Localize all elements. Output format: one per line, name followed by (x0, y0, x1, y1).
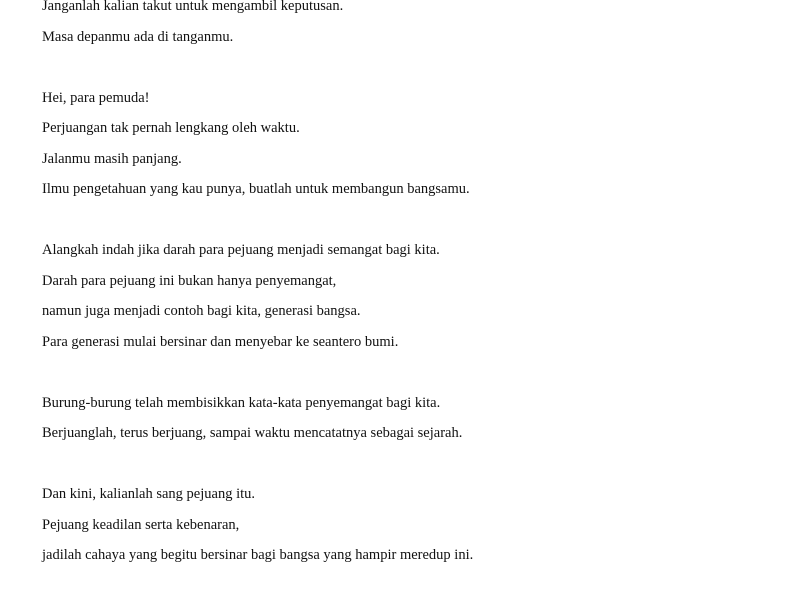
poem-line: Pejuang keadilan serta kebenaran, (42, 516, 240, 533)
stanza-4 (42, 388, 782, 449)
stanza-5 (42, 479, 782, 571)
poem-line: Perjuangan tak pernah lengkang oleh waktu. (42, 120, 300, 136)
poem-line: Para generasi mulai bersinar dan menyebar ke seantero bumi. (42, 333, 399, 350)
poem-line: Dan kini, kalianlah sang pejuang itu. (42, 486, 256, 502)
stanza-3 (42, 235, 782, 357)
stanza-1 (42, 0, 782, 52)
poem-line: Burung-burung telah membisikkan kata-kata penyemangat bagi kita. (42, 394, 441, 411)
poem-line: Ilmu pengetahuan yang kau punya, buatlah untuk membangun bangsamu. (42, 181, 470, 197)
poem-line: Hei, para pemuda! (42, 89, 150, 106)
stanza-2 (42, 83, 782, 205)
poem-line: Masa depanmu ada di tanganmu. (42, 28, 234, 45)
poem-line: Jalanmu masih panjang. (42, 150, 182, 167)
poem-line: Darah para pejuang ini bukan hanya penyemangat, (42, 272, 337, 289)
poem-line: namun juga menjadi contoh bagi kita, generasi bangsa. (42, 303, 361, 319)
poem-line: jadilah cahaya yang begitu bersinar bagi bangsa yang hampir meredup ini. (42, 547, 474, 563)
poem-line: Alangkah indah jika darah para pejuang menjadi semangat bagi kita. (42, 242, 440, 258)
poem-text (42, 0, 782, 571)
poem-line: Berjuanglah, terus berjuang, sampai waktu mencatatnya sebagai sejarah. (42, 425, 463, 441)
poem-line: Janganlah kalian takut untuk mengambil keputusan. (42, 0, 344, 14)
